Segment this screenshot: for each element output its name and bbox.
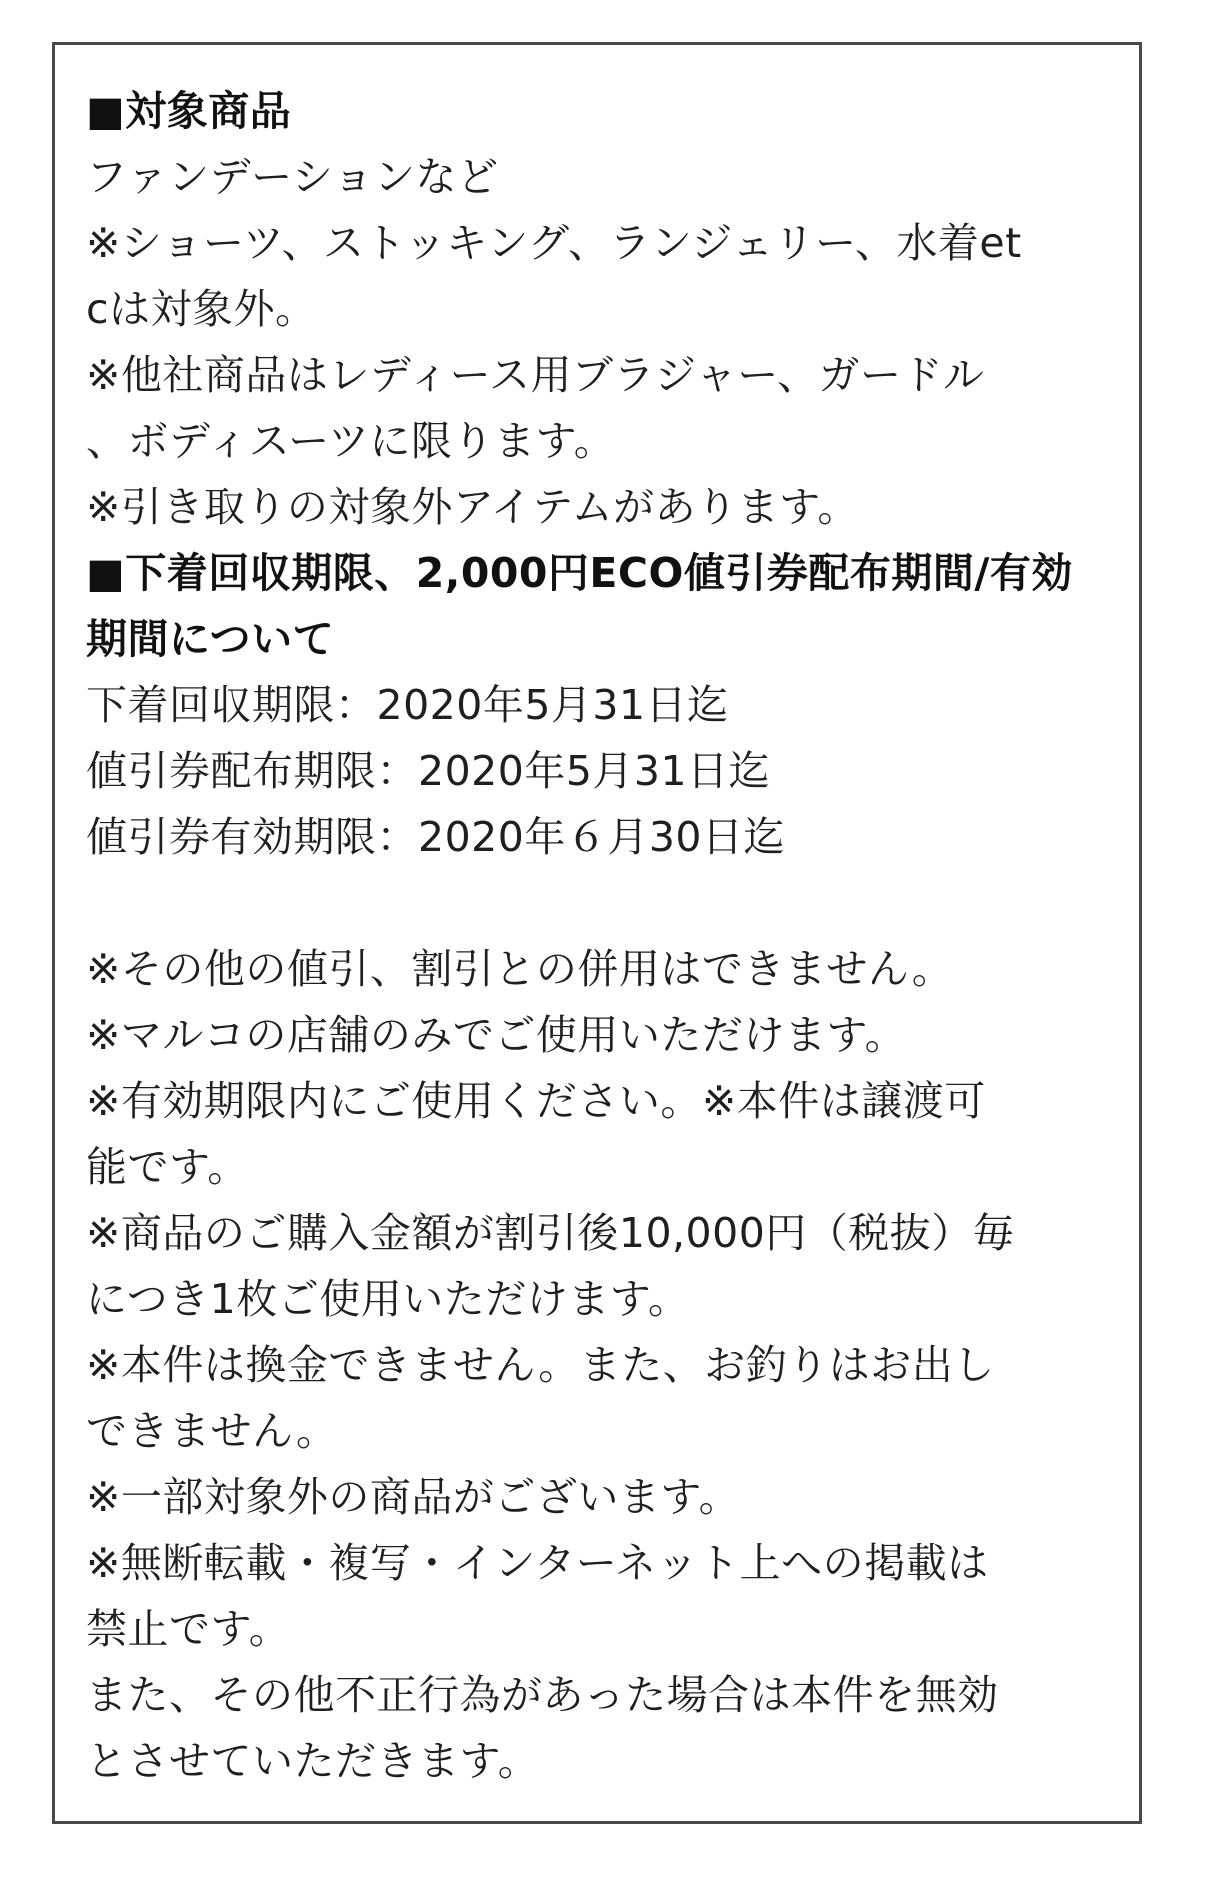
notice-line: ※本件は換金できません。また、お釣りはお出し <box>86 1341 995 1389</box>
notice-line: ファンデーションなど <box>86 153 499 201</box>
notice-text-block <box>86 78 1126 1794</box>
notice-line: とさせていただきます。 <box>86 1737 540 1785</box>
notice-line: ※一部対象外の商品がございます。 <box>86 1473 741 1521</box>
notice-line: 、ボディスーツに限ります。 <box>86 417 616 465</box>
notice-line: につき1枚ご使用いただけます。 <box>86 1275 690 1323</box>
notice-line: 能です。 <box>86 1143 249 1191</box>
section-heading-line: ■対象商品 <box>86 87 292 135</box>
notice-line: cは対象外。 <box>86 285 317 333</box>
notice-line: 禁止です。 <box>86 1605 291 1653</box>
notice-line: ※有効期限内にご使用ください。※本件は譲渡可 <box>86 1077 986 1125</box>
notice-line: できません。 <box>86 1407 338 1455</box>
notice-line: ※商品のご購入金額が割引後10,000円（税抜）毎 <box>86 1209 1015 1257</box>
blank-line <box>86 870 1126 936</box>
notice-line: ※引き取りの対象外アイテムがあります。 <box>86 483 859 531</box>
notice-line: 値引券配布期限：2020年5月31日迄 <box>86 747 771 795</box>
notice-line: また、その他不正行為があった場合は本件を無効 <box>86 1671 999 1719</box>
notice-line: 値引券有効期限：2020年６月30日迄 <box>86 813 786 861</box>
notice-line: 下着回収期限：2020年5月31日迄 <box>86 681 729 729</box>
notice-line: ※その他の値引、割引との併用はできません。 <box>86 945 954 993</box>
notice-line: ※マルコの店舗のみでご使用いただけます。 <box>86 1011 907 1059</box>
notice-line: ※無断転載・複写・インターネット上への掲載は <box>86 1539 989 1587</box>
section-heading-line: 期間について <box>86 615 335 663</box>
notice-line: ※ショーツ、ストッキング、ランジェリー、水着et <box>86 219 1022 267</box>
notice-line: ※他社商品はレディース用ブラジャー、ガードル <box>86 351 985 399</box>
section-heading-line: ■下着回収期限、2,000円ECO値引券配布期間/有効 <box>86 549 1073 597</box>
